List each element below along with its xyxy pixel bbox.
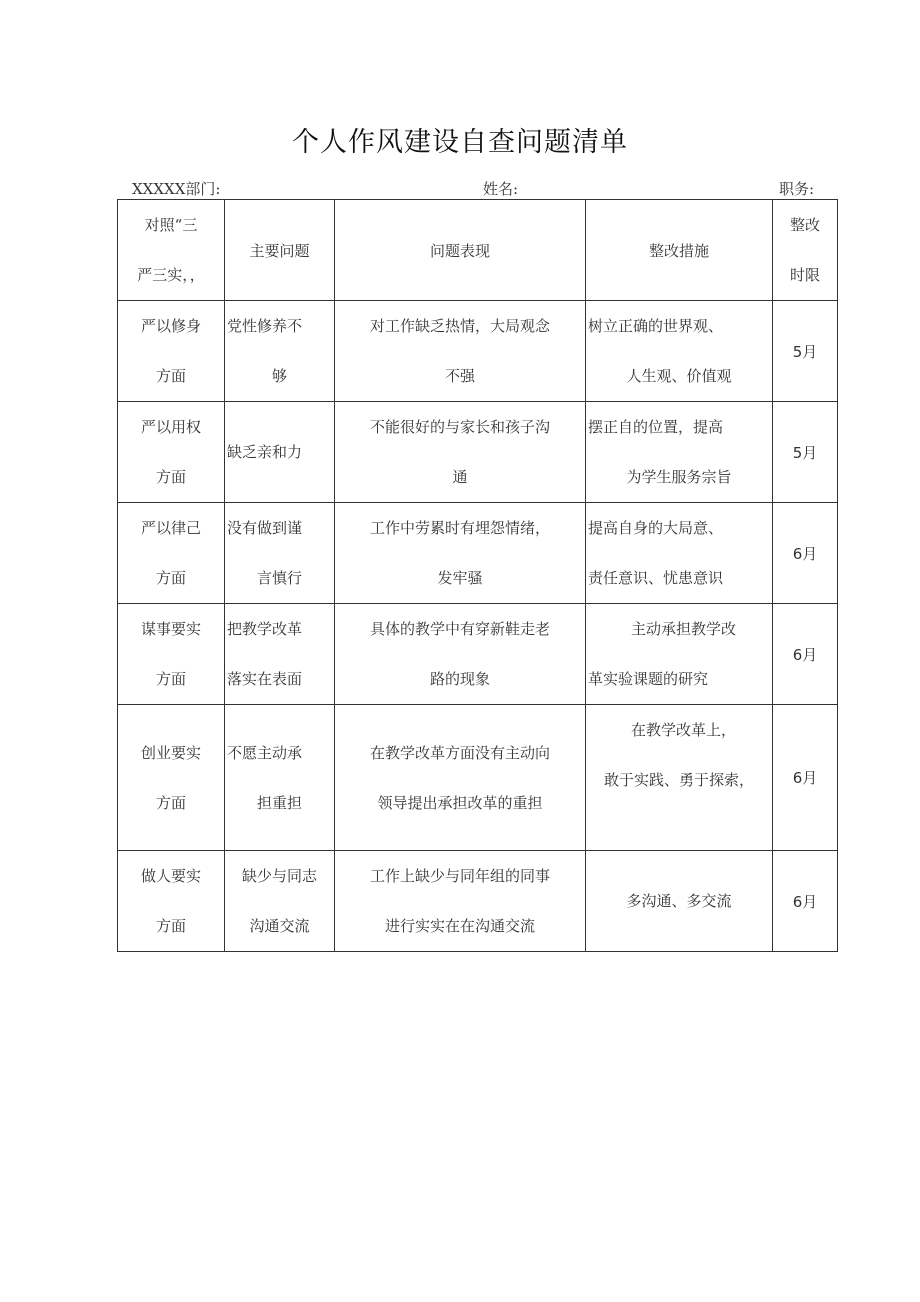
problem-cell: 没有做到谨 言慎行	[225, 503, 335, 604]
measure-cell: 摆正自的位置，提高 为学生服务宗旨	[586, 402, 773, 503]
problem-cell: 把教学改革 落实在表面	[225, 604, 335, 705]
deadline-cell: 6月	[773, 503, 838, 604]
aspect-cell: 创业要实 方面	[118, 705, 225, 851]
deadline-cell: 5月	[773, 301, 838, 402]
table-header-row	[118, 200, 838, 301]
measure-cell: 在教学改革上， 敢于实践、勇于探索，	[586, 705, 773, 851]
header-problem: 主要问题	[225, 200, 335, 301]
table-row	[118, 705, 838, 851]
table-row	[118, 503, 838, 604]
manifestation-cell: 工作中劳累时有埋怨情绪， 发牢骚	[335, 503, 586, 604]
manifestation-cell: 工作上缺少与同年组的同事 进行实实在在沟通交流	[335, 851, 586, 952]
header-aspect: 对照“三 严三实，，	[118, 200, 225, 301]
position-label: 职务:	[779, 180, 815, 198]
table-row	[118, 301, 838, 402]
deadline-cell: 6月	[773, 705, 838, 851]
aspect-cell: 严以用权 方面	[118, 402, 225, 503]
name-label: 姓名:	[483, 180, 519, 198]
table-row	[118, 402, 838, 503]
department-label: XXXXX部门:	[132, 180, 221, 198]
header-measure: 整改措施	[586, 200, 773, 301]
aspect-cell: 严以律己 方面	[118, 503, 225, 604]
manifestation-cell: 不能很好的与家长和孩子沟 通	[335, 402, 586, 503]
problem-cell: 不愿主动承 担重担	[225, 705, 335, 851]
aspect-cell: 做人要实 方面	[118, 851, 225, 952]
problem-cell: 党性修养不 够	[225, 301, 335, 402]
deadline-cell: 5月	[773, 402, 838, 503]
deadline-cell: 6月	[773, 604, 838, 705]
header-manifestation: 问题表现	[335, 200, 586, 301]
header-deadline: 整改 时限	[773, 200, 838, 301]
aspect-cell: 谋事要实 方面	[118, 604, 225, 705]
manifestation-cell: 对工作缺乏热情，大局观念 不强	[335, 301, 586, 402]
problem-cell: 缺乏亲和力	[225, 402, 335, 503]
measure-cell: 树立正确的世界观、 人生观、价值观	[586, 301, 773, 402]
aspect-cell: 严以修身 方面	[118, 301, 225, 402]
measure-cell: 提高自身的大局意、 责任意识、忧患意识	[586, 503, 773, 604]
measure-cell: 主动承担教学改 革实验课题的研究	[586, 604, 773, 705]
table-row	[118, 604, 838, 705]
self-check-table	[117, 199, 838, 952]
document-title: 个人作风建设自查问题清单	[292, 127, 628, 158]
measure-cell: 多沟通、多交流	[586, 851, 773, 952]
manifestation-cell: 在教学改革方面没有主动向 领导提出承担改革的重担	[335, 705, 586, 851]
problem-cell: 缺少与同志 沟通交流	[225, 851, 335, 952]
deadline-cell: 6月	[773, 851, 838, 952]
manifestation-cell: 具体的教学中有穿新鞋走老 路的现象	[335, 604, 586, 705]
table-row	[118, 851, 838, 952]
